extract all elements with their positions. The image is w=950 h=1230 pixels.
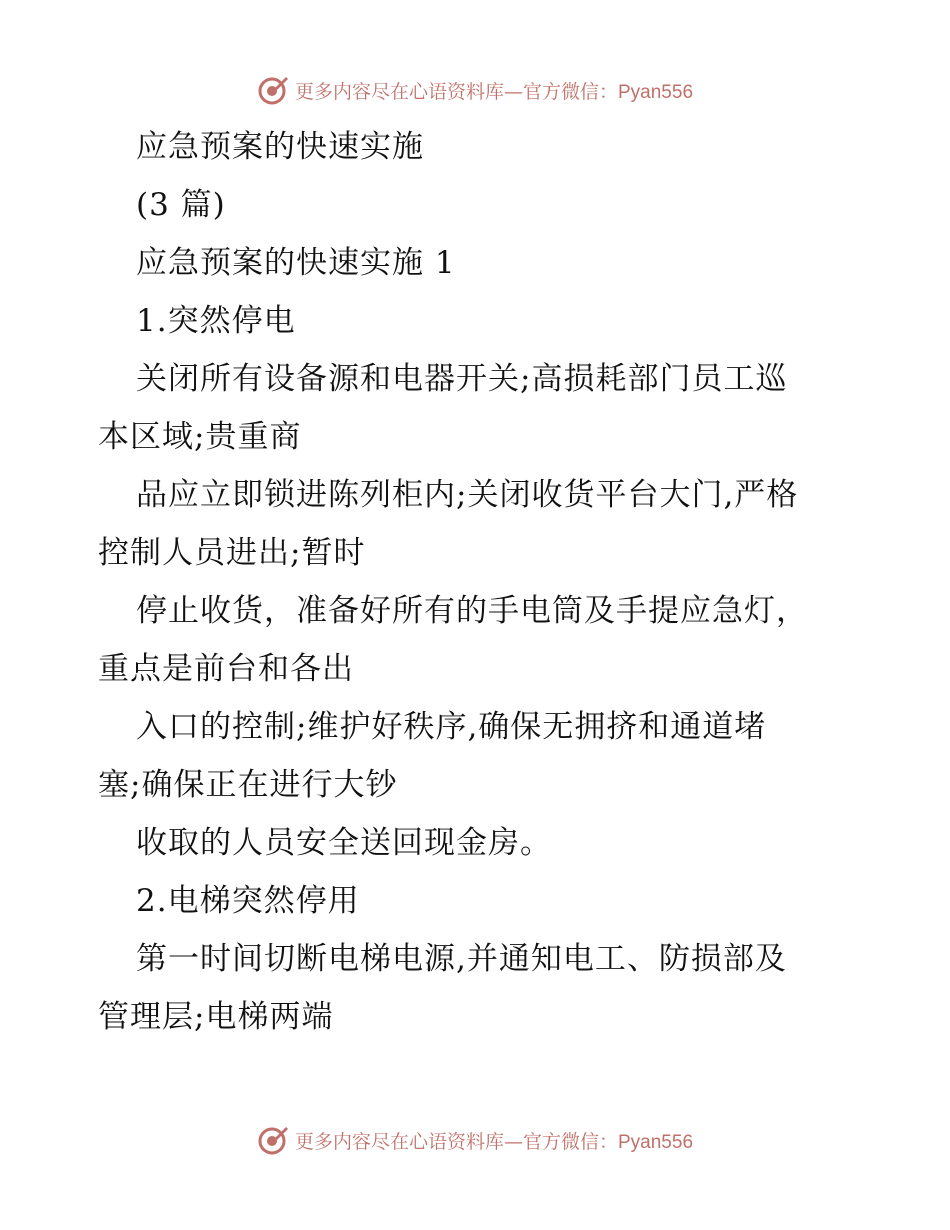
paragraph-line: 收取的人员安全送回现金房。 bbox=[136, 825, 552, 861]
pen-logo-icon bbox=[257, 1124, 289, 1156]
paragraph-line: 品应立即锁进陈列柜内;关闭收货平台大门,严格 bbox=[136, 477, 799, 513]
wechat-id: Pyan556 bbox=[618, 1131, 694, 1153]
paragraph-line: 管理层;电梯两端 bbox=[98, 999, 334, 1035]
pen-logo-icon bbox=[257, 74, 289, 106]
section-heading: 应急预案的快速实施 1 bbox=[136, 245, 456, 281]
watermark-text: 更多内容尽在心语资料库—官方微信：Pyan556 bbox=[294, 80, 694, 103]
paragraph-line: 塞;确保正在进行大钞 bbox=[98, 767, 398, 803]
paragraph-line: 关闭所有设备源和电器开关;高损耗部门员工巡 bbox=[136, 361, 788, 397]
document-subtitle: (3 篇) bbox=[136, 187, 226, 223]
header-watermark bbox=[0, 70, 950, 110]
subsection-heading-elevator: 2.电梯突然停用 bbox=[136, 883, 360, 919]
paragraph-line: 第一时间切断电梯电源,并通知电工、防损部及 bbox=[136, 941, 787, 977]
document-body bbox=[98, 118, 858, 1046]
paragraph-line: 本区域;贵重商 bbox=[98, 419, 302, 455]
subsection-heading-power-outage: 1.突然停电 bbox=[136, 303, 296, 339]
wechat-id: Pyan556 bbox=[618, 81, 694, 103]
paragraph-line: 停止收货，准备好所有的手电筒及手提应急灯， bbox=[136, 593, 808, 629]
document-title: 应急预案的快速实施 bbox=[136, 129, 424, 165]
paragraph-line: 入口的控制;维护好秩序,确保无拥挤和通道堵 bbox=[136, 709, 767, 745]
paragraph-line: 重点是前台和各出 bbox=[98, 651, 354, 687]
footer-watermark bbox=[0, 1120, 950, 1160]
watermark-text: 更多内容尽在心语资料库—官方微信：Pyan556 bbox=[294, 1130, 694, 1153]
paragraph-line: 控制人员进出;暂时 bbox=[98, 535, 366, 571]
